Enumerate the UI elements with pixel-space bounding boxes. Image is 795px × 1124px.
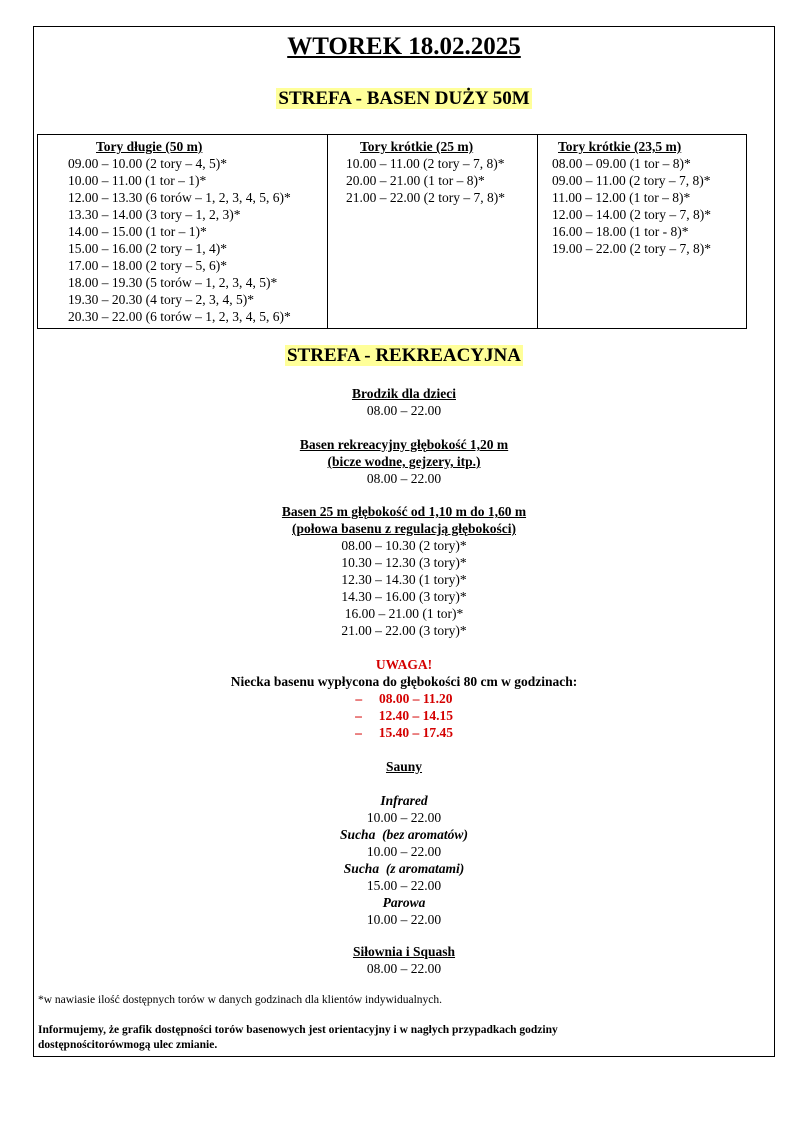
basen25-row: 08.00 – 10.30 (2 tory)* <box>341 538 467 553</box>
lanes-column-header: Tory krótkie (23,5 m) <box>558 139 682 154</box>
zone-recreation-heading <box>33 344 775 368</box>
basen25-row: 10.30 – 12.30 (3 tory)* <box>341 555 467 570</box>
lanes-table <box>37 134 747 329</box>
lane-row: 20.30 – 22.00 (6 torów – 1, 2, 3, 4, 5, 6)* <box>68 309 291 324</box>
zone-big-pool-heading <box>33 87 775 111</box>
sauna-hours: 10.00 – 22.00 <box>366 912 442 927</box>
basen25-row: 14.30 – 16.00 (3 tory)* <box>341 589 467 604</box>
lanes-column-header: Tory krótkie (25 m) <box>360 139 474 154</box>
sauna-name: Sucha (z aromatami) <box>343 861 465 876</box>
section-sauny <box>33 758 775 928</box>
lane-row: 18.00 – 19.30 (5 torów – 1, 2, 3, 4, 5)* <box>68 275 278 290</box>
silownia-title: Siłownia i Squash <box>352 944 456 959</box>
basen-rek-title: Basen rekreacyjny głębokość 1,20 m <box>299 437 509 452</box>
sauna-name: Parowa <box>382 895 426 910</box>
section-basen-25 <box>33 503 775 639</box>
section-basen-rekreacyjny <box>33 436 775 487</box>
lane-row: 13.30 – 14.00 (3 tory – 1, 2, 3)* <box>68 207 241 222</box>
lane-row: 12.00 – 14.00 (2 tory – 7, 8)* <box>552 207 711 222</box>
lane-row: 21.00 – 22.00 (2 tory – 7, 8)* <box>346 190 505 205</box>
brodzik-title: Brodzik dla dzieci <box>351 386 456 401</box>
page-title: WTOREK 18.02.2025 <box>287 33 521 60</box>
lane-row: 10.00 – 11.00 (1 tor – 1)* <box>68 173 207 188</box>
basen25-row: 16.00 – 21.00 (1 tor)* <box>344 606 464 621</box>
basen-rek-subtitle: (bicze wodne, gejzery, itp.) <box>327 454 481 469</box>
lane-row: 09.00 – 10.00 (2 tory – 4, 5)* <box>68 156 227 171</box>
section-uwaga <box>33 656 775 741</box>
uwaga-time: – 12.40 – 14.15 <box>355 708 453 723</box>
sauna-name: Sucha (bez aromatów) <box>340 827 468 842</box>
info-line: dostępnościtorówmogą ulec zmianie. <box>38 1039 218 1051</box>
lane-row: 16.00 – 18.00 (1 tor - 8)* <box>552 224 689 239</box>
uwaga-time: – 15.40 – 17.45 <box>355 725 453 740</box>
uwaga-time: – 08.00 – 11.20 <box>355 691 453 706</box>
sauny-title: Sauny <box>385 759 423 774</box>
lane-row: 08.00 – 09.00 (1 tor – 8)* <box>552 156 691 171</box>
lane-row: 19.30 – 20.30 (4 tory – 2, 3, 4, 5)* <box>68 292 254 307</box>
basen25-row: 21.00 – 22.00 (3 tory)* <box>341 623 467 638</box>
lane-row: 14.00 – 15.00 (1 tor – 1)* <box>68 224 207 239</box>
sauna-hours: 10.00 – 22.00 <box>366 844 442 859</box>
uwaga-label: UWAGA! <box>375 657 433 672</box>
uwaga-text: Niecka basenu wypłycona do głębokości 80 cm w godzinach: <box>230 674 578 689</box>
basen-rek-hours: 08.00 – 22.00 <box>366 471 442 486</box>
lanes-column-header: Tory długie (50 m) <box>96 139 203 154</box>
section-brodzik <box>33 385 775 419</box>
sauna-name: Infrared <box>380 793 428 808</box>
lanes-column-short-25 <box>328 135 538 329</box>
lane-row: 09.00 – 11.00 (2 tory – 7, 8)* <box>552 173 711 188</box>
sauna-hours: 15.00 – 22.00 <box>366 878 442 893</box>
basen25-subtitle: (połowa basenu z regulacją głębokości) <box>291 521 516 536</box>
section-silownia <box>33 943 775 977</box>
basen25-title: Basen 25 m głębokość od 1,10 m do 1,60 m <box>281 504 527 519</box>
footnote: *w nawiasie ilość dostępnych torów w danych godzinach dla klientów indywidualnych. <box>38 994 443 1006</box>
info-line: Informujemy, że grafik dostępności torów basenowych jest orientacyjny i w nagłych przypadkach godziny <box>38 1024 558 1036</box>
lane-row: 15.00 – 16.00 (2 tory – 1, 4)* <box>68 241 227 256</box>
lane-row: 12.00 – 13.30 (6 torów – 1, 2, 3, 4, 5, 6)* <box>68 190 291 205</box>
lane-row: 19.00 – 22.00 (2 tory – 7, 8)* <box>552 241 711 256</box>
zone-big-pool-label: STREFA - BASEN DUŻY 50M <box>278 88 530 109</box>
lane-row: 17.00 – 18.00 (2 tory – 5, 6)* <box>68 258 227 273</box>
sauna-hours: 10.00 – 22.00 <box>366 810 442 825</box>
lanes-column-short-23 <box>538 135 747 329</box>
lane-row: 20.00 – 21.00 (1 tor – 8)* <box>346 173 485 188</box>
silownia-hours: 08.00 – 22.00 <box>366 961 442 976</box>
info-note <box>38 1023 558 1053</box>
brodzik-hours: 08.00 – 22.00 <box>366 403 442 418</box>
zone-recreation-label: STREFA - REKREACYJNA <box>286 345 521 366</box>
lane-row: 11.00 – 12.00 (1 tor – 8)* <box>552 190 691 205</box>
basen25-row: 12.30 – 14.30 (1 tory)* <box>341 572 467 587</box>
lanes-column-long <box>38 135 328 329</box>
lane-row: 10.00 – 11.00 (2 tory – 7, 8)* <box>346 156 505 171</box>
